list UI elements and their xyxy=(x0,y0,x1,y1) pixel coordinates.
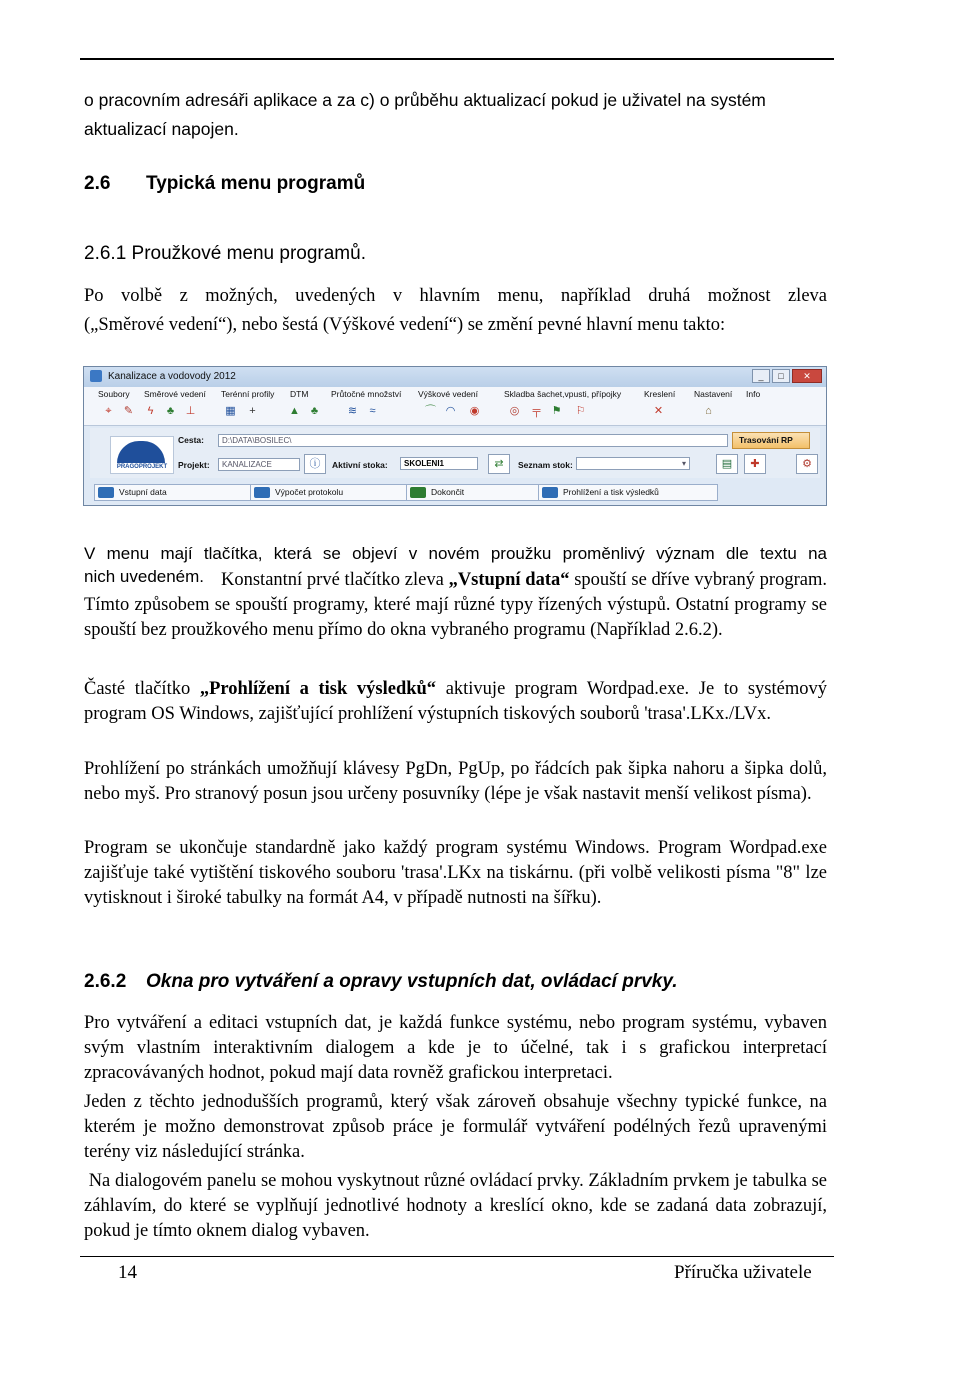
aktivni-stoka-field[interactable]: SKOLENI1 xyxy=(400,457,478,470)
page-number: 14 xyxy=(118,1262,137,1283)
lock-icon[interactable]: ⌂ xyxy=(705,405,712,417)
route-icon[interactable]: ϟ xyxy=(147,405,154,417)
prohlizeni-term: „Prohlížení a tisk výsledků“ xyxy=(199,679,437,699)
menu-item-nastaveni[interactable]: Nastavení xyxy=(694,389,733,399)
app-icon xyxy=(90,370,102,382)
puzzle-icon[interactable]: ✚ xyxy=(744,454,766,474)
manhole-icon-2[interactable]: ◎ xyxy=(509,405,520,417)
menu-item-vyskove-vedeni[interactable]: Výškové vedení xyxy=(418,389,479,399)
intro-line-1: o pracovním adresáři aplikace a za c) o průběhu aktualizací pokud je uživatel na systém xyxy=(84,90,766,110)
projekt-label: Projekt: xyxy=(178,460,210,470)
flag-icon-2[interactable]: ⚐ xyxy=(575,405,586,417)
seznam-stok-label: Seznam stok: xyxy=(518,460,573,470)
settings-icon[interactable]: ⚙ xyxy=(796,454,818,474)
logo-text: PRAGOPROJEKT xyxy=(116,464,168,470)
subsection-heading-2-6-2 xyxy=(84,969,678,995)
paragraph-dialogs: Pro vytváření a editaci vstupních dat, je každá funkce systému, nebo program systému, vybaven svým vlastním interaktivním dialogem a kde je to účelné, tak i s grafickou interpretací zpracovávaných hodnot, pokud mají data rovněž grafickou interpretaci. xyxy=(84,1013,827,1083)
finish-icon xyxy=(410,487,426,498)
grid-icon[interactable]: ▦ xyxy=(225,405,236,417)
app-toolbar xyxy=(84,401,826,426)
footer-title: Příručka uživatele xyxy=(674,1262,812,1283)
tree-icon-2[interactable]: ♣ xyxy=(310,405,319,417)
calculator-icon xyxy=(254,487,270,498)
terrain-icon[interactable]: ▲ xyxy=(289,405,300,417)
cesta-field[interactable]: D:\DATA\BOSILEC\ xyxy=(218,434,728,447)
section-heading-2-6 xyxy=(84,171,365,197)
app-ribbon-strip xyxy=(90,483,820,503)
info-icon[interactable]: ⓘ xyxy=(304,454,326,474)
projekt-field[interactable]: KANALIZACE xyxy=(218,458,300,471)
close-icon[interactable]: ✕ xyxy=(792,369,822,383)
menu-item-info[interactable]: Info xyxy=(746,389,761,399)
menu-item-smerove-vedeni[interactable]: Směrové vedení xyxy=(144,389,206,399)
intro-paragraph xyxy=(84,86,827,144)
app-titlebar xyxy=(84,367,826,387)
menu-item-soubory[interactable]: Soubory xyxy=(98,389,130,399)
section-number: 2.6 xyxy=(84,173,111,194)
flow-icon-2[interactable]: ≈ xyxy=(369,405,376,417)
swap-icon[interactable]: ⇄ xyxy=(488,454,510,474)
pencil-icon[interactable]: ✎ xyxy=(123,405,134,417)
section-title: Typická menu programů xyxy=(146,173,366,194)
flag-icon[interactable]: ⚑ xyxy=(551,405,562,417)
section-title: Okna pro vytváření a opravy vstupních dat, ovládací prvky. xyxy=(146,971,678,992)
menu-item-kresleni[interactable]: Kreslení xyxy=(644,389,676,399)
plus-icon[interactable]: + xyxy=(249,405,256,417)
footer-rule xyxy=(80,1256,834,1257)
manhole-icon[interactable]: ◉ xyxy=(469,405,480,417)
menu-item-terenni-profily[interactable]: Terénní profily xyxy=(221,389,275,399)
subsection-title: 2.6.1 Proužkové menu programů. xyxy=(84,243,366,264)
app-title: Kanalizace a vodovody 2012 xyxy=(108,371,236,382)
section-number: 2.6.2 xyxy=(84,971,127,992)
chevron-down-icon: ▾ xyxy=(681,459,686,468)
header-rule xyxy=(80,58,834,60)
trasovani-button[interactable]: Trasování RP xyxy=(732,432,810,449)
paragraph-line-2: („Směrové vedení“), nebo šestá (Výškové vedení“) se změní pevné hlavní menu takto: xyxy=(84,315,726,335)
seznam-stok-dropdown[interactable] xyxy=(576,457,690,470)
maximize-icon[interactable]: □ xyxy=(772,369,790,383)
ruler-icon[interactable]: ⊥ xyxy=(185,405,196,417)
profile-icon-2[interactable]: ◠ xyxy=(445,405,456,417)
subsection-heading-2-6-1 xyxy=(84,241,366,267)
intro-line-2: aktualizací napojen. xyxy=(84,119,239,139)
paragraph-line-2: nich uvedeném. xyxy=(84,567,205,586)
pipe-icon[interactable]: ╤ xyxy=(532,405,541,417)
tree-icon[interactable]: ♣ xyxy=(166,405,175,417)
compass-icon[interactable]: ⌖ xyxy=(105,405,112,417)
paragraph-line-1: Po volbě z možných, uvedených v hlavním menu, například druhá možnost zleva xyxy=(84,286,827,306)
vstupni-data-button[interactable]: Vstupní data xyxy=(94,484,272,501)
paragraph-menu-change xyxy=(84,282,827,340)
aktivni-stoka-label: Aktivní stoka: xyxy=(332,460,388,470)
cesta-label: Cesta: xyxy=(178,435,204,445)
vstupni-data-term: „Vstupní data“ xyxy=(448,570,570,590)
flow-icon[interactable]: ≋ xyxy=(347,405,358,417)
minimize-icon[interactable]: _ xyxy=(752,369,770,383)
vypocet-protokolu-button[interactable]: Výpočet protokolu xyxy=(250,484,422,501)
printer-icon xyxy=(542,487,558,498)
paragraph-line-1: V menu mají tlačítka, která se objeví v novém proužku proměnlivý význam dle textu na xyxy=(84,544,827,563)
pragoprojekt-logo xyxy=(110,436,174,474)
menu-item-dtm[interactable]: DTM xyxy=(290,389,309,399)
app-menubar xyxy=(84,387,826,401)
list-icon[interactable]: ▤ xyxy=(716,454,738,474)
app-info-panel xyxy=(90,428,820,478)
menu-item-prutocne-mnozstvi[interactable]: Průtočné množství xyxy=(331,389,402,399)
menu-item-skladba-sachet[interactable]: Skladba šachet,vpusti, přípojky xyxy=(504,389,622,399)
paragraph-vstupni-data: Konstantní prvé tlačítko zleva „Vstupní data“ spouští se dříve vybraný program. Tímto způsobem se spouští programy, které mají různé typy řízených výstupů. Ostatní programy se spouští bez proužkového menu přímo do okna vybraného programu (Například 2.6.2). xyxy=(84,570,827,640)
paragraph-prohlizeni: Časté tlačítko „Prohlížení a tisk výsledků“ aktivuje program Wordpad.exe. Je to systémový program OS Windows, zajišťující prohlížení výstupních tiskových souborů 'trasa'.LKx./LVx. xyxy=(84,679,827,724)
paragraph-ending: Program se ukončuje standardně jako každý program systému Windows. Program Wordpad.exe zajišťuje také vytištění tiskového souboru 'trasa'.LKx na tiskárnu. (při volbě velikosti písma "8" lze vytisknout i široké tabulky na formát A4, v případě nutnosti na šířku). xyxy=(84,838,827,908)
paragraph-example-program: Jeden z těchto jednodušších programů, který však zároveň obsahuje všechny typické funkce, na kterém je možno demonstrovat způsob práce je formulář vytváření podélných řezů upravenými terény viz následující stránka. xyxy=(84,1092,827,1162)
paragraph-navigation: Prohlížení po stránkách umožňují klávesy PgDn, PgUp, po řádcích pak šipka nahoru a šipka dolů, nebo myš. Pro stranový posun jsou určeny posuvníky (lépe je však nastavit menší velikost písma). xyxy=(84,759,827,804)
paragraph-controls: Na dialogovém panelu se mohou vyskytnout různé ovládací prvky. Základním prvkem je tabulka se záhlavím, do které se vyplňují jednotlivé hodnoty a kreslící okno, kde se zadaná data zobrazují, pokud je tímto oknem dialog vybaven. xyxy=(84,1171,832,1241)
profile-icon[interactable]: ⌒ xyxy=(425,405,436,417)
keyboard-icon xyxy=(98,487,114,498)
app-window-screenshot xyxy=(83,366,827,506)
prohlizeni-tisk-button[interactable]: Prohlížení a tisk výsledků xyxy=(538,484,718,501)
window-controls xyxy=(752,369,822,383)
dokoncit-button[interactable]: Dokončit xyxy=(406,484,566,501)
cross-icon[interactable]: ✕ xyxy=(653,405,664,417)
